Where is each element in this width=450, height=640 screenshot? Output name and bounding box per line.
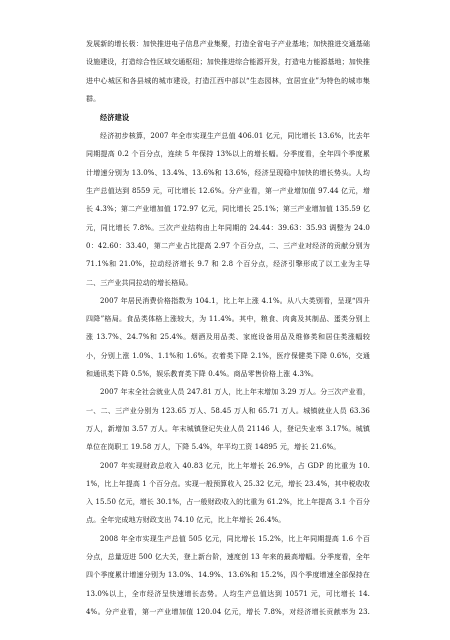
document-body	[86, 35, 370, 640]
paragraph-gdp-2007: 经济初步核算，2007 年全市实现生产总值 406.01 亿元，同比增长 13.6%，比去年同期提高 0.2 个百分点，连续 5 年保持 13%以上的增长幅。分季度看，全年四个季度累计增速分别为 13.0%、13.4%、13.6%和 13.6%，经济呈现稳中加快的增长势头。人均生产总值达到 8559 元，可比增长 12.6%。分产业看，第一产业增加值 97.44 亿元，增长 4.3%；第二产业增加值 172.97 亿元，同比增长 25.1%；第三产业增加值 135.59 亿元，同比增长 7.8%。三次产业结构由上年同期的 24.44：39.63：35.93 调整为 24.00：42.60：33.40，第二产业占比提高 2.97 个百分点，二、三产业对经济的贡献分别为 71.1%和 21.0%，拉动经济增长 9.7 和 2.8 个百分点，经济引擎形成了以工业为主导二、三产业共同拉动的增长格局。	[86, 132, 370, 287]
intro-paragraph: 发展新的增长极：加快推进电子信息产业集聚，打造全省电子产业基地；加快推进交通基础设施建设，打造综合性区域交通枢纽；加快推进综合能源开发，打造电力能源基地；加快推进中心城区和各县城的城市建设，打造江西中部以“生态园林，宜居宜业”为特色的城市集群。	[86, 40, 370, 103]
paragraph-employment-2007: 2007 年末全社会就业人员 247.81 万人，比上年末增加 3.29 万人。分三次产业看，一、二、三产业分别为 123.65 万人、58.45 万人和 65.71 万人。城镇就业人员 63.36 万人，新增加 3.57 万人。年末城镇登记失业人员 21146 人，登记失业率 3.17%。城镇单位在岗职工 19.58 万人，下降 5.4%，年平均工资 14895 元，增长 21.6%。	[86, 388, 370, 452]
paragraph-gdp-2008: 2008 年全市实现生产总值 505 亿元，同比增长 15.2%，比上年同期提高 1.6 个百分点，总量迈进 500 亿大关，登上新台阶，速度创 13 年来的最高增幅。分季度看，全年四个季度累计增速分别为 13.0%、14.9%、13.6%和 15.2%，四个季度增速全部保持在 13.0%以上，全市经济呈快速增长态势。人均生产总值达到 10571 元，可比增长 14.4%。分产业看，第一产业增加值 120.04 亿元，增长 7.8%，对经济增长贡献率为 23.	[86, 534, 370, 616]
paragraph-finance-2007: 2007 年实现财政总收入 40.83 亿元，比上年增长 26.9%，占 GDP 的比重为 10.1%，比上年提高 1 个百分点。实现一般预算收入 25.32 亿元，增长 23.4%，其中税收收入 15.50 亿元，增长 30.1%，占一般财政收入的比重为 61.2%，比上年提高 3.1 个百分点。全年完成地方财政支出 74.10 亿元，比上年增长 26.4%。	[86, 461, 370, 525]
section-heading-economy: 经济建设	[100, 113, 130, 123]
page-bottom-margin	[0, 622, 450, 636]
paragraph-cpi-2007: 2007 年居民消费价格指数为 104.1，比上年上涨 4.1%。从八大类别看，呈现“四升四降”格局。食品类体格上涨较大，为 11.4%。其中，粮食、肉禽及其制品、蛋类分别上涨 13.7%、24.7%和 25.4%。烟酒及用品类、家庭设备用品及维修类和居住类涨幅较小，分别上涨 1.0%、1.1%和 1.6%。衣着类下降 2.1%，医疗保健类下降 0.6%，交通和通讯类下降 0.5%，娱乐教育类下降 0.4%。商品零售价格上涨 4.3%。	[86, 296, 370, 379]
